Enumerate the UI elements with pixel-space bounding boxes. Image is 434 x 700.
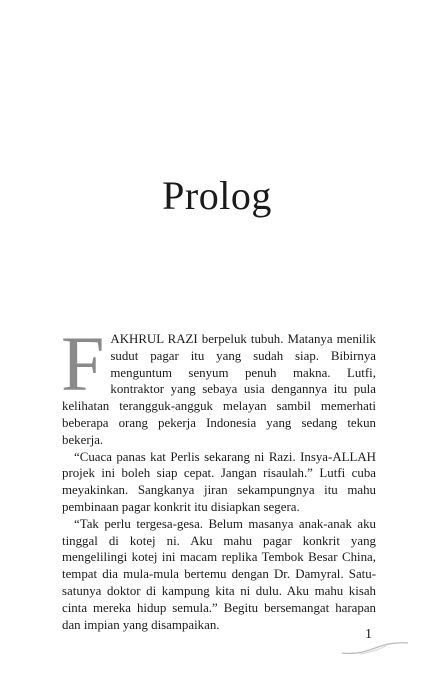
page-number: 1 <box>365 627 372 642</box>
paragraph-2: “Cuaca panas kat Perlis sekarang ni Razi. Insya-ALLAH projek ini boleh siap cepat. Jangan risaulah.” Lutfi cuba meyakinkan. Sangkanya jiran sekampungnya itu mahu pembinaan pagar konkrit itu disiapkan segera. <box>62 449 376 514</box>
drop-cap: F <box>61 320 105 407</box>
chapter-body <box>61 320 376 633</box>
paragraph-1 <box>61 320 376 449</box>
chapter-title: Prolog <box>162 173 272 218</box>
paragraph-3: “Tak perlu tergesa-gesa. Belum masanya anak-anak aku tinggal di kotej ni. Aku mahu pagar konkrit yang mengelilingi kotej ini macam replika Tembok Besar China, tempat dia mula-mula bertemu dengan Dr. Damyral. Satu-satunya doktor di kampung kita ni dulu. Aku mahu kisah cinta mereka hidup semula.” Begitu bersemangat harapan dan impian yang disampaikan. <box>62 516 376 632</box>
paragraph-1-text: AKHRUL RAZI berpeluk tubuh. Matanya menilik sudut pagar itu yang sudah siap. Bibirnya menguntum senyum penuh makna. Lutfi, kontraktor yang sebaya usia dengannya itu pula kelihatan terangguk-angguk melayan sambil memerhati beberapa orang pekerja Indonesia yang sedang tekun bekerja. <box>62 332 376 447</box>
swoosh-ornament-icon <box>340 640 410 656</box>
